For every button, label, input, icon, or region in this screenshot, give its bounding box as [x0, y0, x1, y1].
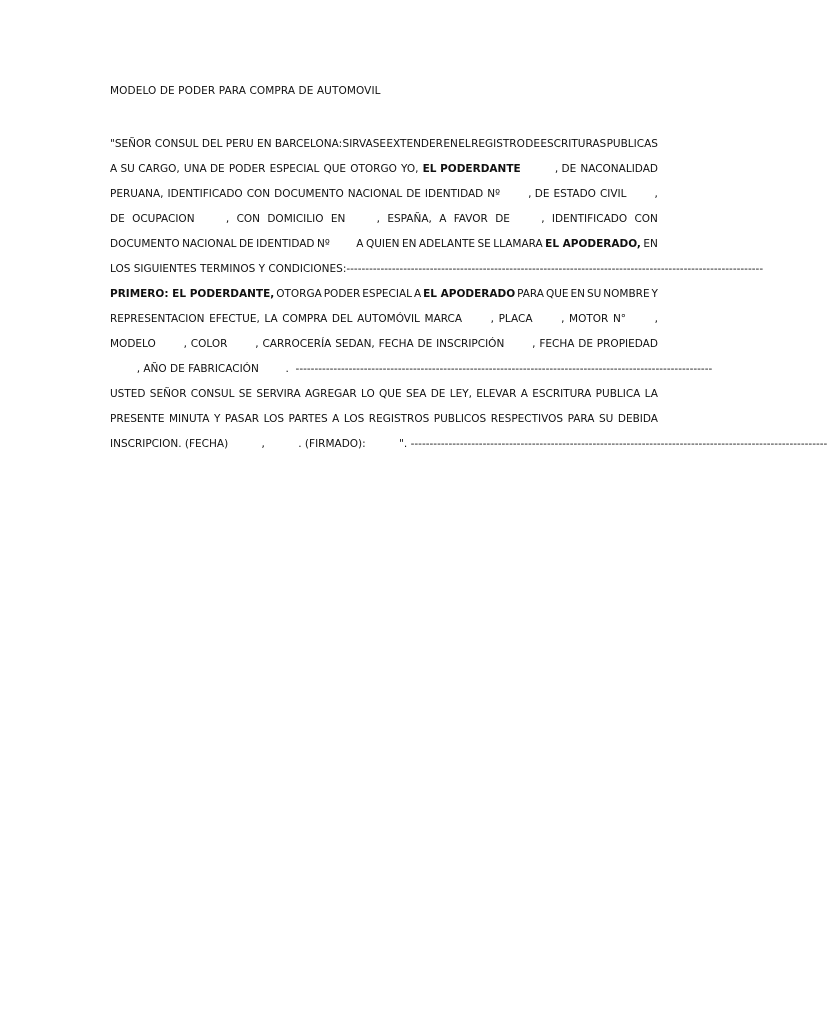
text-segment: LO: [361, 388, 375, 400]
text-segment: IDENTIFICADO: [551, 213, 628, 225]
paragraph-line-9: [110, 336, 658, 352]
text-segment: AUTOMÓVIL: [357, 313, 420, 325]
text-segment: DE: [238, 238, 254, 250]
text-segment: DOCUMENTO: [274, 188, 344, 200]
text-segment: DE: [110, 213, 125, 225]
text-segment: USTED: [110, 388, 146, 400]
text-segment: REGISTROS: [368, 413, 430, 425]
text-segment: INSCRIPCION. (FECHA) , . (FIRMADO): ".: [110, 438, 411, 450]
text-segment: Y: [213, 413, 221, 425]
text-segment: LA: [644, 388, 658, 400]
text-segment: NACIONAL: [182, 238, 237, 250]
document-title: MODELO DE PODER PARA COMPRA DE AUTOMOVIL: [110, 85, 381, 97]
text-segment: REPRESENTACION: [110, 313, 205, 325]
text-segment: PUBLICAS: [606, 138, 658, 150]
text-segment: EL: [458, 138, 471, 150]
text-segment: MOTOR: [569, 313, 609, 325]
text-segment: EN: [443, 138, 458, 150]
text-segment: IDENTIDAD: [256, 238, 315, 250]
paragraph-line-2: [110, 161, 658, 177]
text-segment: ,: [255, 338, 259, 350]
text-segment: PARA: [567, 413, 595, 425]
text-segment: DE: [495, 213, 510, 225]
text-segment: Nº: [487, 188, 501, 200]
paragraph-line-4: [110, 211, 658, 227]
text-segment: PLACA: [498, 313, 533, 325]
text-segment: MARCA: [424, 313, 463, 325]
text-segment: A SU CARGO,: [110, 163, 180, 175]
text-segment: LOS: [263, 413, 285, 425]
text-segment: ELEVAR: [476, 388, 517, 400]
text-segment: PROPIEDAD: [596, 338, 658, 350]
text-segment: DOMICILIO: [267, 213, 324, 225]
text-segment: NACIONAL: [347, 188, 403, 200]
text-segment: EFECTUE,: [209, 313, 260, 325]
text-segment: Y: [651, 288, 658, 300]
text-segment: EN: [401, 238, 417, 250]
text-segment: DE: [430, 388, 446, 400]
text-segment: LA: [264, 313, 278, 325]
text-segment: EXTENDER: [386, 138, 443, 150]
text-segment: INSCRIPCIÓN: [436, 338, 505, 350]
text-segment: FECHA: [539, 338, 575, 350]
text-segment: ,: [225, 213, 230, 225]
text-segment: SU: [586, 288, 602, 300]
text-segment: CONSUL: [190, 388, 235, 400]
text-segment: ,: [183, 338, 187, 350]
paragraph-line-3: [110, 186, 658, 202]
text-segment: A: [439, 213, 447, 225]
text-segment: Nº: [317, 238, 330, 250]
paragraph-line-10: [110, 361, 713, 377]
text-segment: CON: [634, 213, 658, 225]
text-segment: DEL: [331, 313, 353, 325]
text-segment: SEÑOR: [149, 388, 187, 400]
text-segment: MINUTA: [168, 413, 210, 425]
text-segment: DEBIDA: [617, 413, 658, 425]
text-segment: NOMBRE: [603, 288, 650, 300]
paragraph-line-1: [110, 136, 658, 152]
dash-filler: --------------------------------------------------------------------------------------------------------------: [295, 363, 713, 375]
text-segment: ESCRITURAS: [540, 138, 607, 150]
text-segment: ,: [490, 313, 494, 325]
text-segment: DOCUMENTO: [110, 238, 180, 250]
text-segment: ,: [532, 338, 536, 350]
text-segment: SE: [477, 238, 491, 250]
paragraph-line-13: [110, 436, 827, 452]
paragraph-line-12: [110, 411, 658, 427]
text-segment: ,: [376, 213, 380, 225]
dash-filler: --------------------------------------------------------------------------------------------------------------: [346, 263, 764, 275]
text-segment: N°: [612, 313, 627, 325]
text-segment: CARROCERÍA: [262, 338, 332, 350]
text-segment: CIVIL: [599, 188, 627, 200]
text-segment: SE: [238, 388, 253, 400]
text-segment: OCUPACION: [132, 213, 195, 225]
text-segment: SERVIRA: [256, 388, 301, 400]
text-segment: ESPAÑA,: [387, 213, 432, 225]
text-segment: DE: [525, 138, 540, 150]
text-segment: LLAMARA: [493, 238, 543, 250]
text-segment: PUBLICOS: [433, 413, 487, 425]
text-segment: SEDAN,: [335, 338, 375, 350]
text-segment: ESCRITURA: [532, 388, 592, 400]
text-segment: PRESENTE: [110, 413, 165, 425]
text-segment: RESPECTIVOS: [490, 413, 564, 425]
text-segment: EN: [330, 213, 346, 225]
text-segment: "SEÑOR CONSUL DEL PERU EN BARCELONA:: [110, 138, 343, 150]
text-segment: PERUANA,: [110, 188, 164, 200]
text-segment: ,: [654, 188, 658, 200]
dash-filler: --------------------------------------------------------------------------------------------------------------: [410, 438, 827, 450]
text-segment: AGREGAR: [305, 388, 357, 400]
text-segment: A: [520, 388, 528, 400]
text-segment: FECHA: [378, 338, 414, 350]
text-segment: REGISTRO: [471, 138, 525, 150]
text-segment: CON: [246, 188, 271, 200]
text-segment: CON: [236, 213, 261, 225]
paragraph-line-5: [110, 236, 658, 252]
text-segment: IDENTIDAD: [424, 188, 484, 200]
text-segment: LOS: [343, 413, 365, 425]
text-segment: LOS SIGUIENTES TERMINOS Y CONDICIONES:: [110, 263, 347, 275]
text-segment: OTORGA: [276, 288, 322, 300]
text-segment: , DE: [554, 163, 577, 175]
text-segment: QUE: [379, 388, 402, 400]
text-segment: PODER: [323, 288, 361, 300]
text-segment: ,: [561, 313, 565, 325]
text-segment: OTORGO: [350, 163, 397, 175]
text-segment: A: [332, 413, 340, 425]
text-segment: QUIEN: [365, 238, 400, 250]
text-segment: COMPRA: [282, 313, 328, 325]
text-segment: PODER: [228, 163, 266, 175]
primero-clause-label: PRIMERO: EL PODERDANTE,: [110, 288, 275, 300]
text-segment: PARTES: [288, 413, 328, 425]
poderdante-label: EL PODERDANTE: [422, 163, 521, 175]
text-segment: FAVOR: [453, 213, 488, 225]
text-segment: ,: [541, 213, 545, 225]
text-segment: , AÑO DE FABRICACIÓN .: [110, 363, 296, 375]
paragraph-line-8: [110, 311, 658, 327]
text-segment: IDENTIFICADO: [167, 188, 243, 200]
text-segment: QUE: [545, 288, 569, 300]
text-segment: DE: [417, 338, 433, 350]
text-segment: PASAR: [224, 413, 260, 425]
text-segment: PUBLICA: [595, 388, 641, 400]
text-segment: YO,: [400, 163, 419, 175]
paragraph-line-6: [110, 261, 764, 277]
text-segment: DE: [406, 188, 421, 200]
text-segment: A: [356, 238, 364, 250]
text-segment: , DE: [528, 188, 550, 200]
paragraph-line-7: [110, 286, 658, 302]
text-segment: ESPECIAL: [362, 288, 413, 300]
text-segment: EN: [643, 238, 658, 250]
text-segment: SEA: [405, 388, 427, 400]
text-segment: UNA DE: [183, 163, 225, 175]
text-segment: QUE: [323, 163, 347, 175]
text-segment: SU: [599, 413, 614, 425]
text-segment: PARA: [517, 288, 544, 300]
text-segment: MODELO: [110, 338, 156, 350]
text-segment: ESPECIAL: [269, 163, 320, 175]
text-segment: LEY,: [449, 388, 472, 400]
text-segment: COLOR: [190, 338, 228, 350]
text-segment: A: [413, 288, 422, 300]
apoderado-label: EL APODERADO: [423, 288, 516, 300]
text-segment: ADELANTE: [418, 238, 476, 250]
apoderado-label: EL APODERADO,: [545, 238, 641, 250]
paragraph-line-11: [110, 386, 658, 402]
text-segment: ,: [654, 313, 658, 325]
text-segment: EN: [570, 288, 585, 300]
text-segment: DE: [578, 338, 593, 350]
text-segment: ESTADO: [553, 188, 596, 200]
text-segment: NACONALIDAD: [580, 163, 658, 175]
text-segment: SIRVASE: [342, 138, 387, 150]
